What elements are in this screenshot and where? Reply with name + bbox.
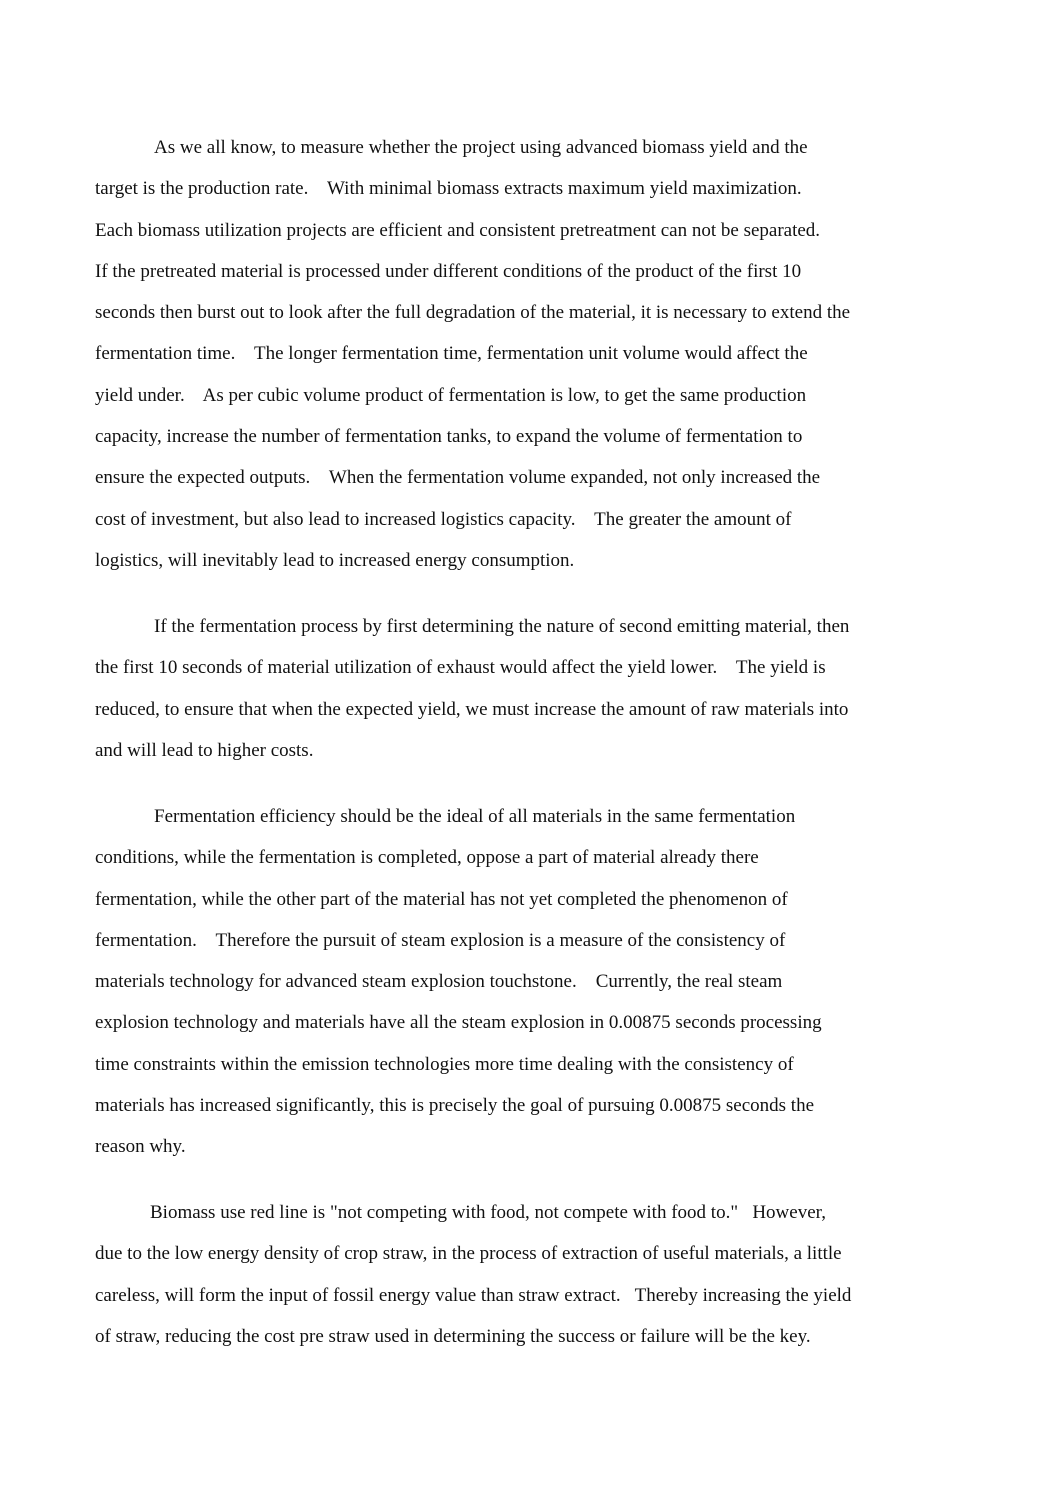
text-line: ensure the expected outputs. When the fermentation volume expanded, not only increased the [95, 467, 821, 489]
text-line: the first 10 seconds of material utilization of exhaust would affect the yield lower. The yield is [95, 657, 826, 679]
text-line: fermentation time. The longer fermentation time, fermentation unit volume would affect the [95, 343, 808, 365]
text-line: conditions, while the fermentation is completed, oppose a part of material already there [95, 847, 759, 869]
text-line: materials technology for advanced steam explosion touchstone. Currently, the real steam [95, 971, 783, 993]
text-line: Each biomass utilization projects are efficient and consistent pretreatment can not be separated. [95, 219, 821, 241]
text-line: yield under. As per cubic volume product of fermentation is low, to get the same production [95, 384, 807, 406]
text-line: and will lead to higher costs. [95, 739, 314, 761]
text-line: of straw, reducing the cost pre straw used in determining the success or failure will be the key. [95, 1325, 811, 1347]
paragraph-1 [95, 127, 850, 581]
text-line: fermentation. Therefore the pursuit of steam explosion is a measure of the consistency of [95, 929, 786, 951]
text-line: reduced, to ensure that when the expected yield, we must increase the amount of raw materials into [95, 698, 849, 720]
text-line: explosion technology and materials have all the steam explosion in 0.00875 seconds processing [95, 1012, 822, 1034]
text-line: careless, will form the input of fossil energy value than straw extract. Thereby increasing the yield [95, 1284, 852, 1306]
text-line: If the pretreated material is processed under different conditions of the product of the first 10 [95, 260, 802, 282]
text-line: time constraints within the emission technologies more time dealing with the consistency of [95, 1053, 794, 1075]
text-line: logistics, will inevitably lead to increased energy consumption. [95, 549, 575, 571]
text-line: As we all know, to measure whether the project using advanced biomass yield and the [154, 137, 808, 158]
text-line: materials has increased significantly, this is precisely the goal of pursuing 0.00875 seconds the [95, 1095, 815, 1117]
text-line: capacity, increase the number of fermentation tanks, to expand the volume of fermentation to [95, 426, 803, 448]
paragraph-2 [95, 606, 849, 771]
paragraph-4 [95, 1192, 851, 1357]
text-line: Biomass use red line is "not competing with food, not compete with food to." However, [150, 1202, 826, 1223]
text-line: If the fermentation process by first determining the nature of second emitting material, then [154, 616, 850, 637]
text-line: seconds then burst out to look after the full degradation of the material, it is necessary to extend the [95, 302, 851, 324]
text-line: fermentation, while the other part of the material has not yet completed the phenomenon of [95, 888, 788, 910]
paragraph-3 [95, 796, 822, 1168]
text-line: Fermentation efficiency should be the ideal of all materials in the same fermentation [154, 806, 796, 827]
text-line: due to the low energy density of crop straw, in the process of extraction of useful materials, a little [95, 1243, 842, 1265]
text-line: reason why. [95, 1136, 186, 1158]
text-line: target is the production rate. With minimal biomass extracts maximum yield maximization. [95, 178, 802, 200]
text-line: cost of investment, but also lead to increased logistics capacity. The greater the amount of [95, 508, 792, 530]
